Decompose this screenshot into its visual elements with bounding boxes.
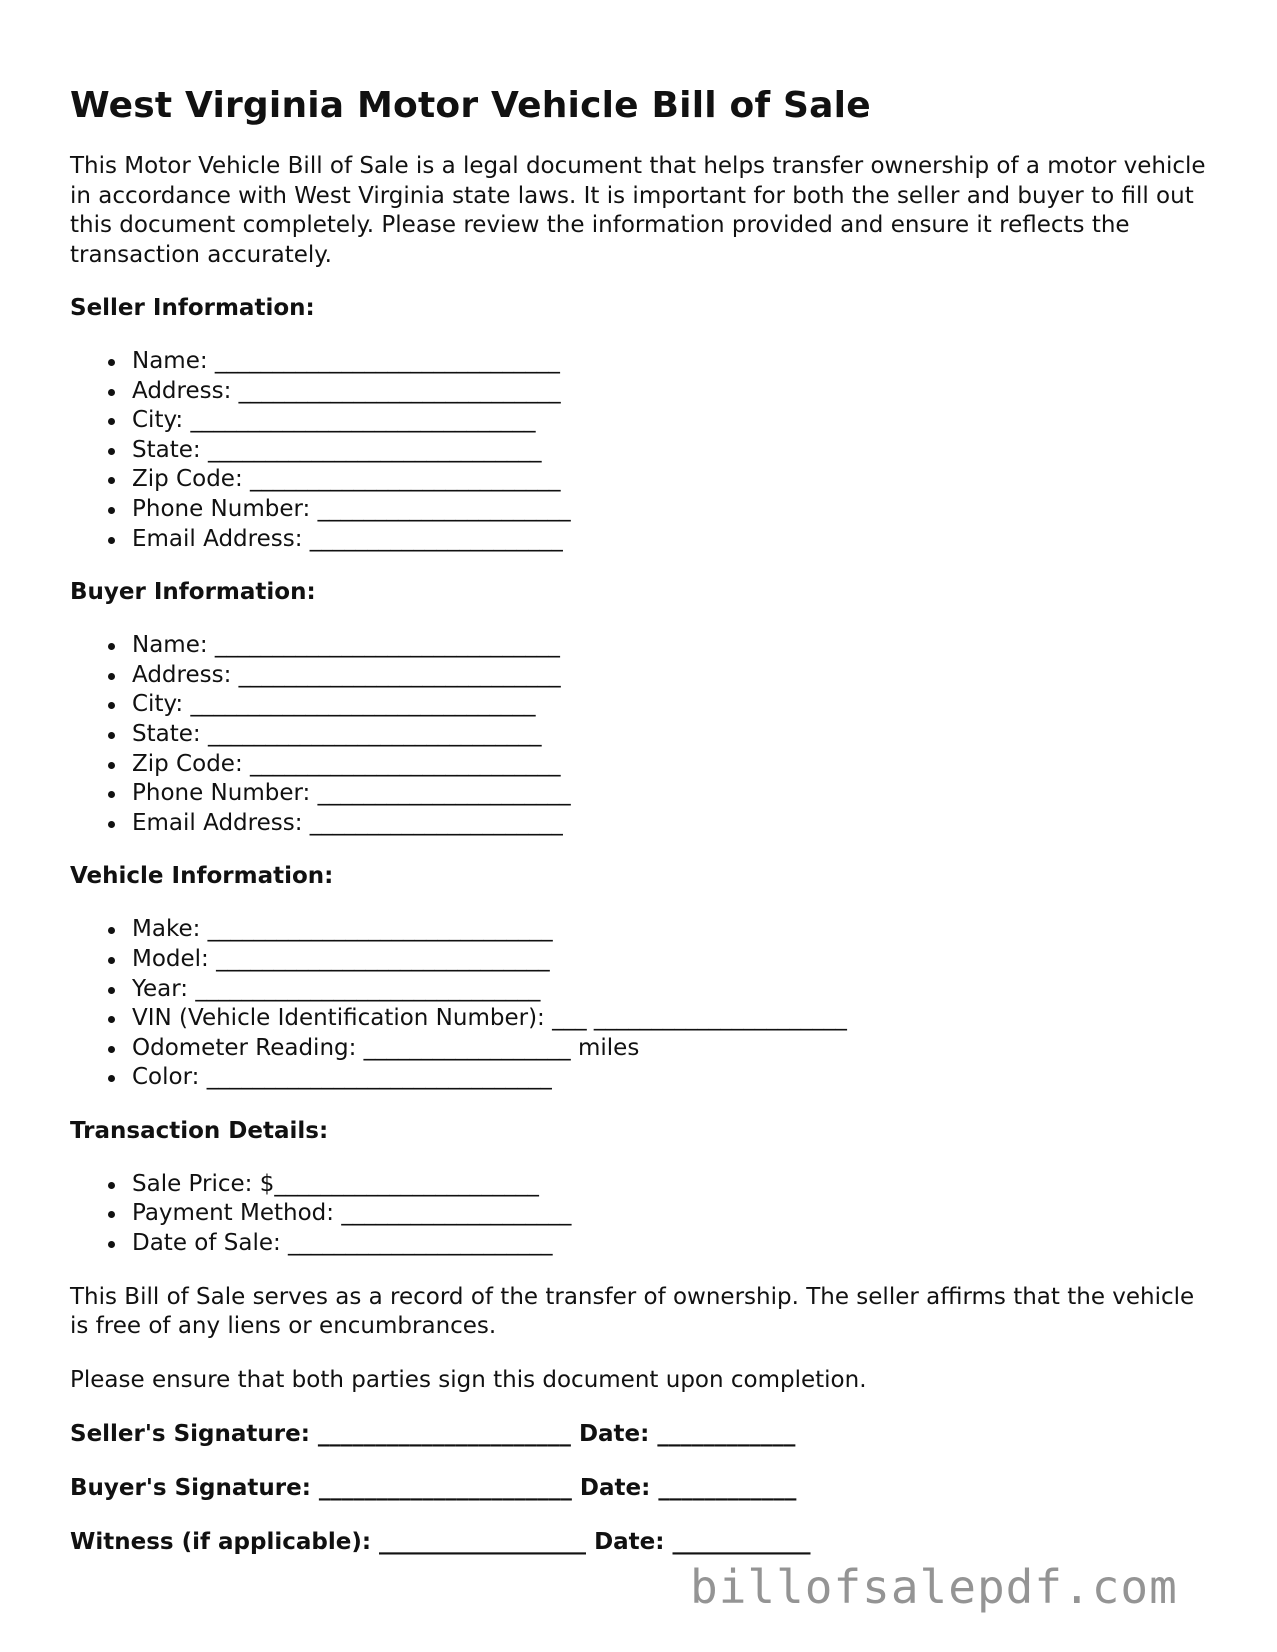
vehicle-year-field[interactable]: Year: ______________________________: [132, 975, 1210, 1005]
witness-signature-field[interactable]: Witness (if applicable): __________________: [70, 1529, 587, 1556]
seller-city-field[interactable]: City: ______________________________: [132, 406, 1210, 436]
seller-section-heading: Seller Information:: [70, 295, 315, 321]
seller-fields-list: [70, 347, 1210, 554]
vehicle-make-field[interactable]: Make: ______________________________: [132, 915, 1210, 945]
seller-signature-field[interactable]: Seller's Signature: ______________________: [70, 1421, 571, 1448]
buyer-section-heading: Buyer Information:: [70, 579, 316, 606]
payment-method-field[interactable]: Payment Method: ____________________: [132, 1199, 1210, 1229]
sign-instruction: Please ensure that both parties sign this document upon completion.: [70, 1366, 867, 1393]
transaction-section-heading: Transaction Details:: [70, 1117, 329, 1144]
seller-zip-field[interactable]: Zip Code: ___________________________: [132, 465, 1210, 495]
buyer-address-field[interactable]: Address: ____________________________: [132, 661, 1210, 691]
transaction-fields-list: [70, 1170, 1210, 1259]
vehicle-odometer-field[interactable]: Odometer Reading: __________________ miles: [132, 1034, 1210, 1064]
date-of-sale-field[interactable]: Date of Sale: _______________________: [132, 1229, 1210, 1259]
buyer-name-field[interactable]: Name: ______________________________: [132, 631, 1210, 661]
vehicle-vin-field[interactable]: VIN (Vehicle Identification Number): ___ ______________________: [132, 1004, 1210, 1034]
buyer-signature-row: [70, 1473, 1210, 1503]
witness-signature-date-field[interactable]: Date: ____________: [594, 1529, 811, 1556]
watermark-text: billofsalepdf.com: [690, 1560, 1178, 1614]
buyer-signature-date-field[interactable]: Date: ____________: [579, 1475, 797, 1502]
seller-email-field[interactable]: Email Address: ______________________: [132, 525, 1210, 555]
seller-signature-date-field[interactable]: Date: ____________: [578, 1421, 796, 1448]
document-title: West Virginia Motor Vehicle Bill of Sale: [70, 85, 871, 126]
seller-state-field[interactable]: State: _____________________________: [132, 436, 1210, 466]
seller-phone-field[interactable]: Phone Number: ______________________: [132, 495, 1210, 525]
vehicle-section-heading: Vehicle Information:: [70, 863, 334, 890]
vehicle-model-field[interactable]: Model: _____________________________: [132, 945, 1210, 975]
sale-price-field[interactable]: Sale Price: $_______________________: [132, 1170, 1210, 1200]
buyer-city-field[interactable]: City: ______________________________: [132, 690, 1210, 720]
buyer-signature-field[interactable]: Buyer's Signature: ______________________: [70, 1475, 572, 1502]
vehicle-fields-list: [70, 915, 1210, 1093]
vehicle-color-field[interactable]: Color: ______________________________: [132, 1063, 1210, 1093]
intro-paragraph: This Motor Vehicle Bill of Sale is a legal document that helps transfer ownership of a motor vehicle in accordance with West Virginia state laws. It is important for both the seller and buyer to fill out this document completely. Please review the information provided and ensure it reflects the transaction accurately.: [70, 153, 1206, 268]
buyer-phone-field[interactable]: Phone Number: ______________________: [132, 779, 1210, 809]
buyer-state-field[interactable]: State: _____________________________: [132, 720, 1210, 750]
buyer-zip-field[interactable]: Zip Code: ___________________________: [132, 750, 1210, 780]
document-page: [70, 84, 1210, 1557]
buyer-email-field[interactable]: Email Address: ______________________: [132, 809, 1210, 839]
seller-address-field[interactable]: Address: ____________________________: [132, 377, 1210, 407]
seller-signature-row: [70, 1419, 1210, 1449]
seller-name-field[interactable]: Name: ______________________________: [132, 347, 1210, 377]
record-statement: This Bill of Sale serves as a record of the transfer of ownership. The seller affirms that the vehicle is free of any liens or encumbrances.: [70, 1283, 1195, 1340]
buyer-fields-list: [70, 631, 1210, 838]
witness-signature-row: [70, 1527, 1210, 1557]
